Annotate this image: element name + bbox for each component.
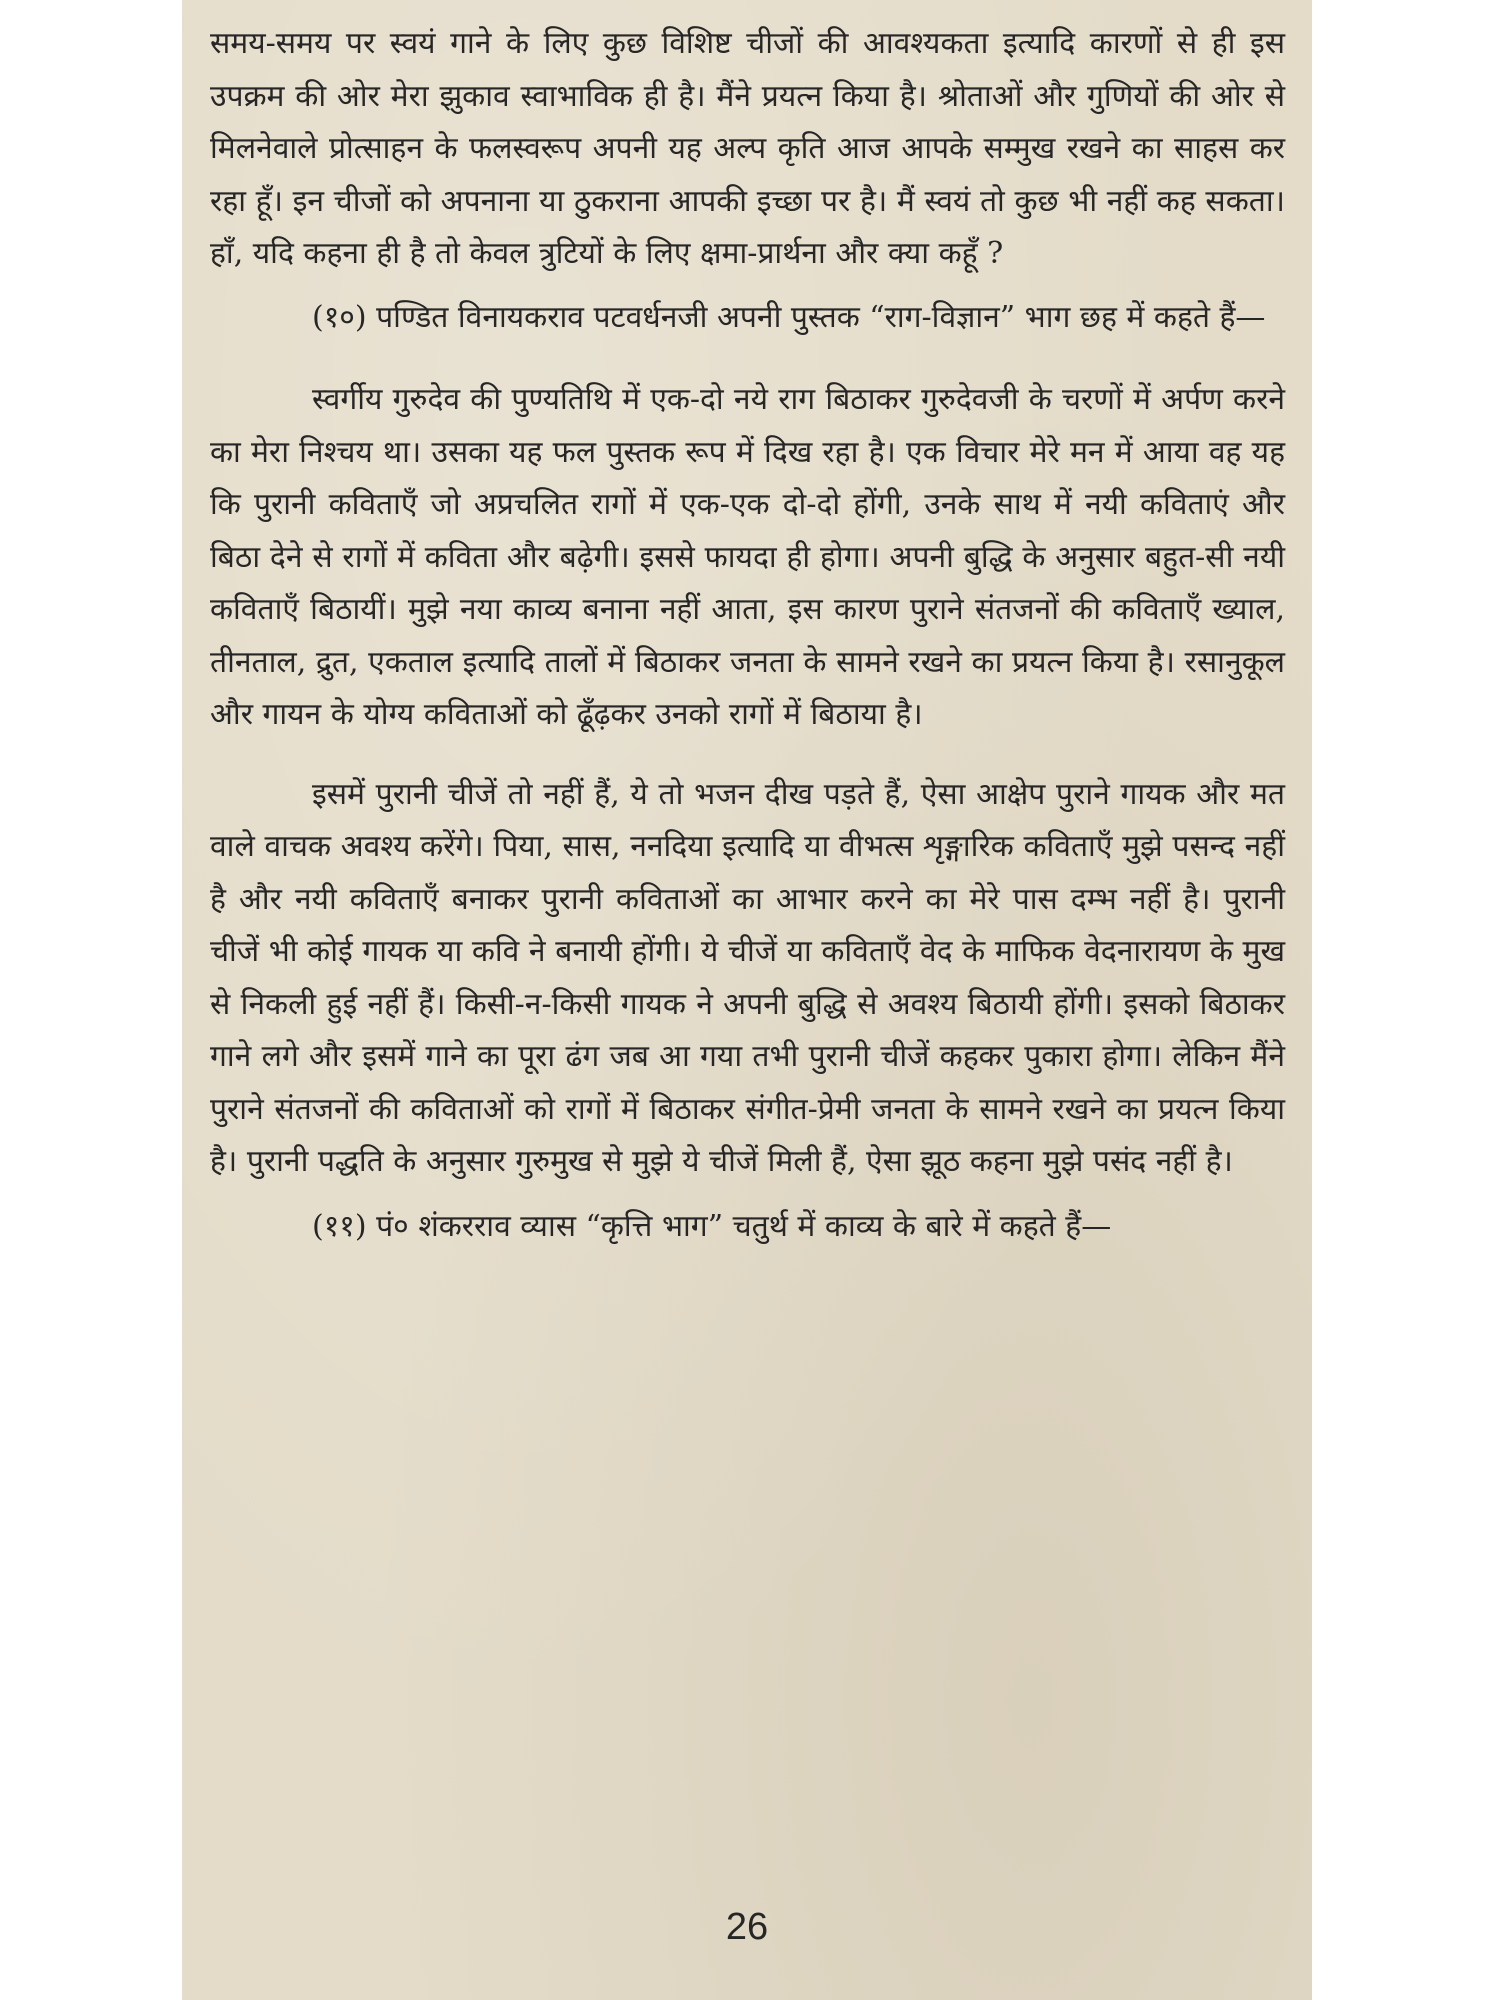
paragraph-patwardhan-quote: स्वर्गीय गुरुदेव की पुण्यतिथि में एक-दो नये राग बिठाकर गुरुदेवजी के चरणों में अर्पण करने का मेरा निश्चय था। उसका यह फल पुस्तक रूप में दिख रहा है। एक विचार मेरे मन में आया वह यह कि पुरानी कविताएँ जो अप्रचलित रागों में एक-एक दो-दो होंगी, उनके साथ में नयी कविताएं और बिठा देने से रागों में कविता और बढ़ेगी। इससे फायदा ही होगा। अपनी बुद्धि के अनुसार बहुत-सी नयी कविताएँ बिठायीं। मुझे नया काव्य बनाना नहीं आता, इस कारण पुराने संतजनों की कविताएँ ख्याल, तीनताल, द्रुत, एकताल इत्यादि तालों में बिठाकर जनता के सामने रखने का प्रयत्न किया है। रसानुकूल और गायन के योग्य कविताओं को ढूँढ़कर उनको रागों में बिठाया है।	[210, 382, 1285, 732]
page-number: 26	[725, 1906, 769, 1948]
book-page	[182, 0, 1312, 2000]
paragraph-continuation: समय-समय पर स्वयं गाने के लिए कुछ विशिष्ट चीजों की आवश्यकता इत्यादि कारणों से ही इस उपक्रम की ओर मेरा झुकाव स्वाभाविक ही है। मैंने प्रयत्न किया है। श्रोताओं और गुणियों की ओर से मिलनेवाले प्रोत्साहन के फलस्वरूप अपनी यह अल्प कृति आज आपके सम्मुख रखने का साहस कर रहा हूँ। इन चीजों को अपनाना या ठुकराना आपकी इच्छा पर है। मैं स्वयं तो कुछ भी नहीं कह सकता। हाँ, यदि कहना ही है तो केवल त्रुटियों के लिए क्षमा-प्रार्थना और क्या कहूँ ?	[210, 26, 1285, 271]
paragraph-patwardhan-intro: (१०) पण्डित विनायकराव पटवर्धनजी अपनी पुस्तक “राग-विज्ञान” भाग छह में कहते हैं—	[312, 299, 1266, 335]
page-text-body	[210, 18, 1285, 1253]
paragraph-criticism: इसमें पुरानी चीजें तो नहीं हैं, ये तो भजन दीख पड़ते हैं, ऐसा आक्षेप पुराने गायक और मत वाले वाचक अवश्य करेंगे। पिया, सास, ननदिया इत्यादि या वीभत्स शृङ्गारिक कविताएँ मुझे पसन्द नहीं है और नयी कविताएँ बनाकर पुरानी कविताओं का आभार करने का मेरे पास दम्भ नहीं है। पुरानी चीजें भी कोई गायक या कवि ने बनायी होंगी। ये चीजें या कविताएँ वेद के माफिक वेदनारायण के मुख से निकली हुई नहीं हैं। किसी-न-किसी गायक ने अपनी बुद्धि से अवश्य बिठायी होंगी। इसको बिठाकर गाने लगे और इसमें गाने का पूरा ढंग जब आ गया तभी पुरानी चीजें कहकर पुकारा होगा। लेकिन मैंने पुराने संतजनों की कविताओं को रागों में बिठाकर संगीत-प्रेमी जनता के सामने रखने का प्रयत्न किया है। पुरानी पद्धति के अनुसार गुरुमुख से मुझे ये चीजें मिली हैं, ऐसा झूठ कहना मुझे पसंद नहीं है।	[210, 776, 1285, 1179]
paragraph-vyas-intro: (११) पं० शंकरराव व्यास “कृत्ति भाग” चतुर्थ में काव्य के बारे में कहते हैं—	[312, 1208, 1112, 1244]
